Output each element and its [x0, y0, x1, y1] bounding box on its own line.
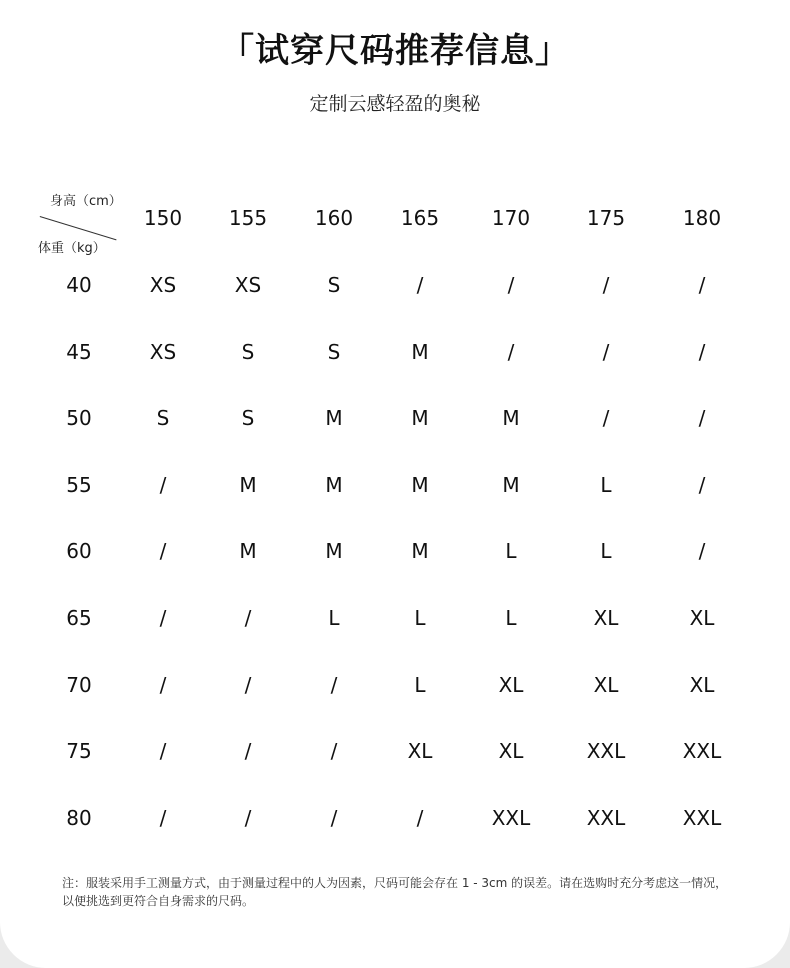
size-cell: / [159, 739, 167, 764]
size-cell: XXL [682, 739, 722, 764]
size-cell: S [327, 339, 341, 364]
size-cell: / [159, 805, 167, 830]
size-cell: XS [149, 273, 177, 297]
size-cell: / [416, 805, 424, 830]
size-cell: / [159, 606, 167, 630]
size-cell: S [241, 406, 255, 431]
size-cell: XS [149, 339, 177, 364]
size-cell: XL [498, 672, 524, 697]
weight-header-cell: 75 [66, 739, 92, 764]
size-cell: / [602, 339, 610, 364]
size-cell: / [159, 672, 167, 697]
height-header-cell: 180 [682, 206, 722, 230]
size-cell: S [327, 273, 341, 297]
page-title: 「试穿尺码推荐信息」 [220, 31, 570, 71]
size-cell: / [698, 472, 706, 497]
size-cell: / [416, 273, 424, 297]
size-cell: M [411, 472, 429, 497]
weight-header-cell: 45 [66, 339, 92, 364]
height-header-cell: 170 [491, 206, 531, 230]
size-cell: XS [234, 273, 262, 297]
size-cell: XL [593, 606, 619, 630]
page-subtitle: 定制云感轻盈的奥秘 [309, 93, 481, 115]
size-cell: XL [407, 739, 433, 764]
size-cell: L [505, 539, 517, 564]
weight-header-cell: 40 [66, 273, 92, 297]
size-cell: M [325, 472, 343, 497]
size-cell: L [414, 606, 426, 630]
corner-diagonal-divider [40, 216, 117, 240]
size-cell: M [502, 406, 520, 431]
size-cell: / [330, 672, 338, 697]
size-cell: M [411, 339, 429, 364]
size-cell: / [159, 472, 167, 497]
size-cell: / [244, 606, 252, 630]
size-cell: L [328, 606, 340, 630]
size-cell: L [505, 606, 517, 630]
size-cell: M [325, 539, 343, 564]
size-cell: XXL [586, 739, 626, 764]
size-cell: / [602, 406, 610, 431]
size-cell: XXL [491, 805, 531, 830]
size-cell: / [244, 739, 252, 764]
size-cell: M [502, 472, 520, 497]
height-axis-label: 身高（cm） [50, 194, 122, 209]
size-cell: M [411, 406, 429, 431]
size-cell: S [241, 339, 255, 364]
size-cell: / [698, 273, 706, 297]
size-cell: / [244, 805, 252, 830]
size-cell: M [239, 472, 257, 497]
height-header-cell: 160 [314, 206, 354, 230]
height-header-cell: 150 [143, 206, 183, 230]
weight-header-cell: 65 [66, 606, 92, 630]
size-cell: M [239, 539, 257, 564]
size-cell: XXL [682, 805, 722, 830]
size-cell: S [156, 406, 170, 431]
size-cell: / [698, 339, 706, 364]
height-header-cell: 165 [400, 206, 440, 230]
size-cell: / [698, 406, 706, 431]
weight-header-cell: 60 [66, 539, 92, 564]
size-cell: XL [689, 672, 715, 697]
size-cell: M [411, 539, 429, 564]
size-cell: / [698, 539, 706, 564]
weight-axis-label: 体重（kg） [38, 241, 106, 256]
size-cell: L [600, 472, 612, 497]
size-cell: XXL [586, 805, 626, 830]
size-cell: / [602, 273, 610, 297]
size-cell: XL [593, 672, 619, 697]
size-cell: XL [689, 606, 715, 630]
size-cell: L [414, 672, 426, 697]
weight-header-cell: 80 [66, 805, 92, 830]
size-cell: L [600, 539, 612, 564]
size-cell: / [330, 739, 338, 764]
size-cell: M [325, 406, 343, 431]
size-cell: / [507, 339, 515, 364]
size-cell: / [507, 273, 515, 297]
weight-header-cell: 55 [66, 472, 92, 497]
size-cell: / [159, 539, 167, 564]
size-cell: XL [498, 739, 524, 764]
weight-header-cell: 70 [66, 672, 92, 697]
size-cell: / [330, 805, 338, 830]
size-cell: / [244, 672, 252, 697]
table-corner-header [34, 190, 134, 262]
weight-header-cell: 50 [66, 406, 92, 431]
height-header-cell: 175 [586, 206, 626, 230]
measurement-note: 注：服装采用手工测量方式，由于测量过程中的人为因素，尺码可能会存在 1 - 3cm 的误差。请在选购时充分考虑这一情况，以便挑选到更符合自身需求的尺码。 [62, 876, 728, 908]
height-header-cell: 155 [228, 206, 268, 230]
